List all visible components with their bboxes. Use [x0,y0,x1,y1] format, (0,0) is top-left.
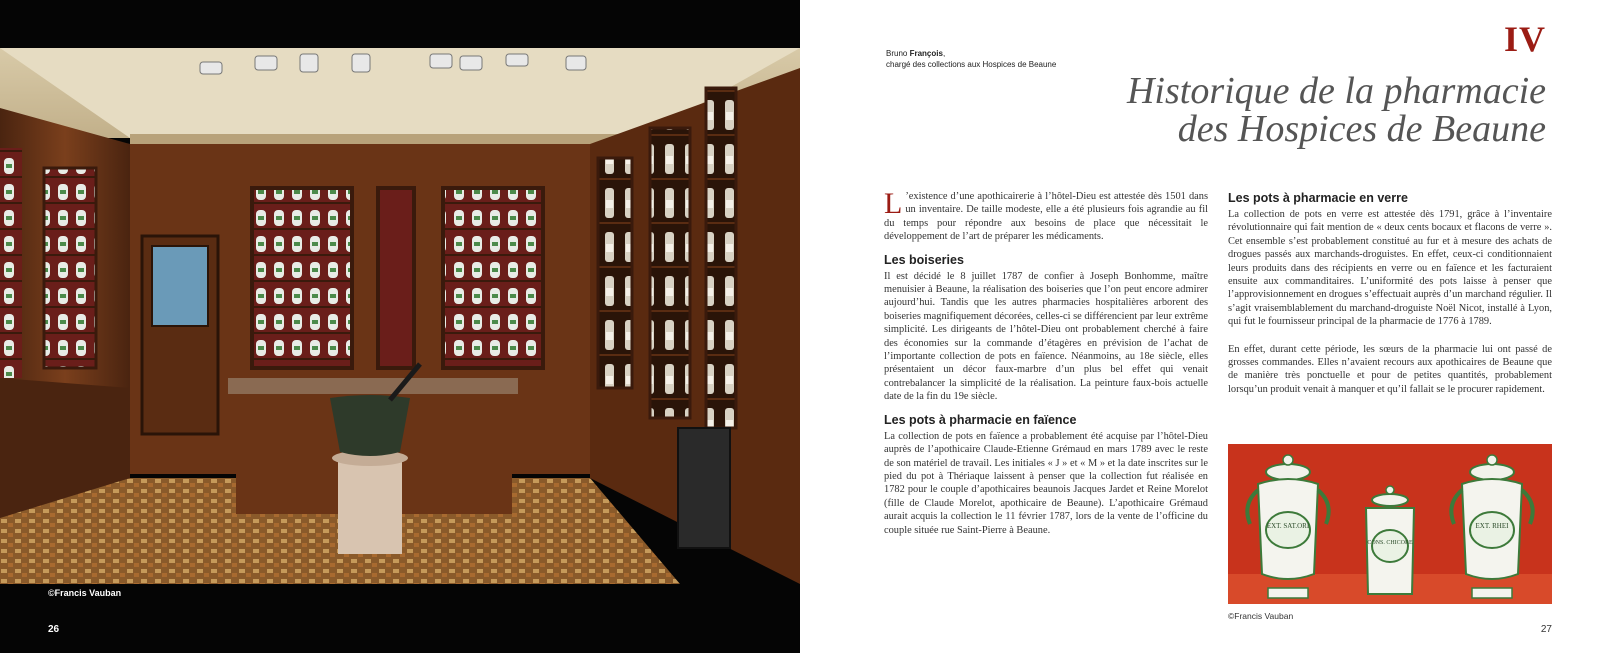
photo-credit: ©Francis Vauban [1228,611,1294,621]
text-column-right [1228,190,1552,396]
faience-jars-photo [1228,444,1552,604]
intro-paragraph [884,187,1208,244]
photo-credit: ©Francis Vauban [48,588,122,598]
section-heading-faience: Les pots à pharmacie en faïence [884,412,1077,427]
pharmacy-room-photo [0,48,800,584]
author-role: chargé des collections aux Hospices de Beaune [886,60,1057,69]
jar-label-1: EXT. SAT.ORI [1266,522,1310,530]
section-text-boiseries: Il est décidé le 8 juillet 1787 de confier à Joseph Bonhomme, maître menuisier à Beaune, la réalisation des boiseries que l’on peut encore admirer aujourd’hui. Tandis que les autres pharmacies hospitalières arborent des boiseries magnifiquement décorées, celles-ci se différencient par leur extrême simplicité. Les dirigeants de l’hôtel-Dieu ont probablement cherché à faire des économies sur la commande d’étagères en prévision de l’achat de l’importante collection de pots en faïence. Néanmoins, au 18e siècle, elles présentaient un décor faux-marbre d’un plus bel effet qui venait contrebalancer la simplicité de la réalisation. La peinture faux-bois actuelle date de la fin du 19e siècle. [884,270,1208,403]
jar-label-3: EXT. RHEI [1475,522,1509,530]
intro-text: ’existence d’une apothicairerie à l’hôtel-Dieu est attestée dès 1501 dans un inventaire. De taille modeste, elle a été plusieurs fois agrandie au fil du temps pour répondre aux besoins de place que nécessitait le développement de l’art de préparer les médicaments. [884,191,1208,243]
section-text-verre-2: En effet, durant cette période, les sœurs de la pharmacie lui ont passé de grosses commandes. Elles n’avaient recours aux apothicaires de Beaune que de manière très ponctuelle et pour de petites quantités, probablement lorsqu’un produit venait à manquer et qu’il fallait se le procurer rapidement. [1228,343,1552,395]
drop-cap: L [884,187,903,220]
jar-label-2: CONS. CHICORE [1367,540,1413,546]
chapter-number: IV [1503,19,1546,59]
page-number: 26 [48,624,60,635]
section-heading-boiseries: Les boiseries [884,252,964,267]
page-number: 27 [1540,624,1552,635]
title-line-2: des Hospices de Beaune [1177,108,1546,150]
author-block: Bruno François, chargé des collections aux Hospices de Beaune [886,49,1057,69]
text-column-left [884,187,1208,537]
author-last-name: François [909,49,943,58]
chapter-title [946,72,1546,148]
author-first-name: Bruno [886,49,908,58]
section-heading-verre: Les pots à pharmacie en verre [1228,191,1408,205]
section-text-verre: La collection de pots en verre est attestée dès 1791, grâce à l’inventaire révolutionnaire qui fait mention de « deux cents bocaux et flacons de verre ». Cet ensemble s’est probablement constitué au fur et à mesure des achats de drogues passés aux marchands-droguistes. En effet, ceux-ci conditionnaient leurs produits dans des récipients en verre ou en faïence et les facturaient ensuite aux commanditaires. L’uniformité des pots laisse à penser que l’approvisionnement en drogues s’effectuait auprès d’un marchand régulier. Il s’agit vraisemblablement du marchand-droguiste Noël Nicot, installé à Lyon, qui fut le fournisseur principal de la pharmacie de 1776 à 1789. [1228,209,1552,328]
right-page [800,0,1600,653]
title-line-1: Historique de la pharmacie [1126,70,1546,112]
section-text-faience: La collection de pots en faïence a probablement été acquise par l’hôtel-Dieu auprès de l’apothicaire Claude-Etienne Grémaud en mars 1789 avec le reste de son matériel de travail. Les initiales « J » et « M » et la date inscrites sur le pied du pot à Thériaque laissent à penser que la collection fut réalisée en 1782 pour le couple d’apothicaires beaunois Jacques Jardet et Reine Morelot (fille de Claude Morelot, apothicaire de Beaune). L’apothicaire Grémaud aurait acquis la collection le 11 février 1787, lors de la vente de l’officine du couple située rue Saint-Pierre à Beaune. [884,430,1208,536]
